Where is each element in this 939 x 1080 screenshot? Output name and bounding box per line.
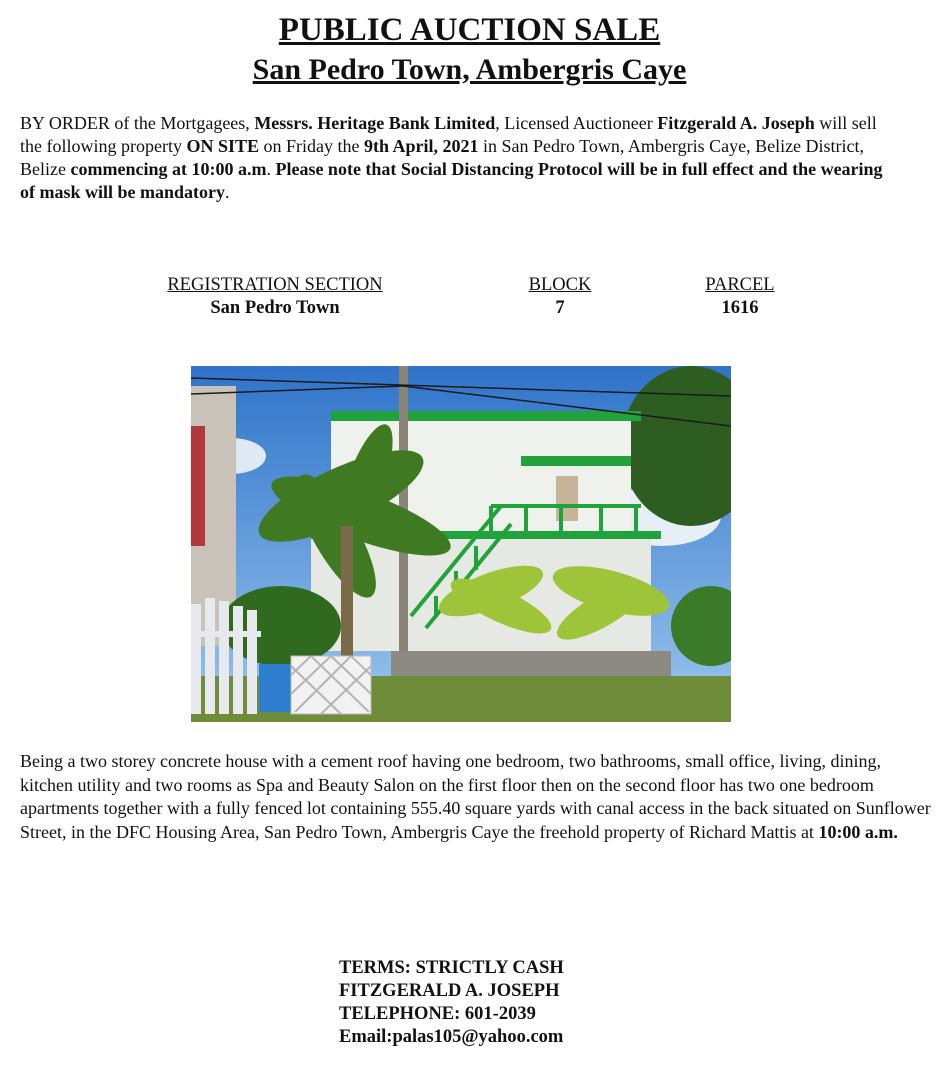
property-description xyxy=(20,750,932,844)
garden-wall xyxy=(391,651,671,679)
property-photo xyxy=(191,366,731,722)
property-photo-illustration xyxy=(191,366,731,722)
terms-line: TERMS: STRICTLY CASH xyxy=(339,958,564,978)
block-header: BLOCK xyxy=(528,275,592,295)
upper-trim xyxy=(521,456,631,466)
email-line: Email:palas105@yahoo.com xyxy=(339,1027,564,1047)
registration-table xyxy=(0,273,939,323)
page-subtitle: San Pedro Town, Ambergris Caye xyxy=(252,53,687,86)
intro-text: . xyxy=(225,182,230,202)
description-time: 10:00 a.m. xyxy=(818,821,898,842)
intro-text: on Friday the xyxy=(259,136,364,156)
terms-block xyxy=(339,957,759,1049)
on-site-text: ON SITE xyxy=(186,136,259,156)
parcel-header: PARCEL xyxy=(705,275,775,295)
start-time: commencing at 10:00 a.m xyxy=(70,159,267,179)
auctioneer-name: Fitzgerald A. Joseph xyxy=(657,113,815,133)
telephone-line: TELEPHONE: 601-2039 xyxy=(339,1004,536,1024)
parcel-column xyxy=(690,273,790,320)
block-column xyxy=(510,273,610,320)
block-value: 7 xyxy=(555,298,565,318)
palm-trunk xyxy=(341,526,353,676)
intro-text: in San Pedro Town, Ambergris Caye, Belize District, Belize xyxy=(20,136,865,179)
registration-section-value: San Pedro Town xyxy=(210,298,340,318)
parcel-value: 1616 xyxy=(721,298,759,318)
auctioneer-contact-name: FITZGERALD A. JOSEPH xyxy=(339,981,560,1001)
registration-section-column xyxy=(150,273,400,320)
barrel xyxy=(259,664,291,712)
description-text: Being a two storey concrete house with a cement roof having one bedroom, two bathrooms, small office, living, dining, kitchen utility and two rooms as Spa and Beauty Salon on the first floor then on the second floor has two one bedroom apartments together with a fully fenced lot containing 555.40 square yards with canal access in the back situated on Sunflower Street, in the DFC Housing Area, San Pedro Town, Ambergris Caye the freehold property of Richard Mattis at xyxy=(20,751,931,842)
intro-text: , Licensed Auctioneer xyxy=(495,113,658,133)
covid-notice: Please note that Social Distancing Protocol will be in full effect and the wearing of mask will be mandatory xyxy=(20,159,883,202)
intro-paragraph xyxy=(20,112,890,204)
intro-text: will sell the following property xyxy=(20,113,877,156)
intro-text: BY ORDER of the Mortgagees, xyxy=(20,113,255,133)
registration-section-header: REGISTRATION SECTION xyxy=(167,275,383,295)
neighbor-door xyxy=(191,426,205,546)
mortgagee-name: Messrs. Heritage Bank Limited xyxy=(254,113,496,133)
page-title: PUBLIC AUCTION SALE xyxy=(278,12,661,48)
roof-trim xyxy=(331,411,641,421)
intro-text: . xyxy=(266,159,276,179)
auction-date: 9th April, 2021 xyxy=(364,136,479,156)
